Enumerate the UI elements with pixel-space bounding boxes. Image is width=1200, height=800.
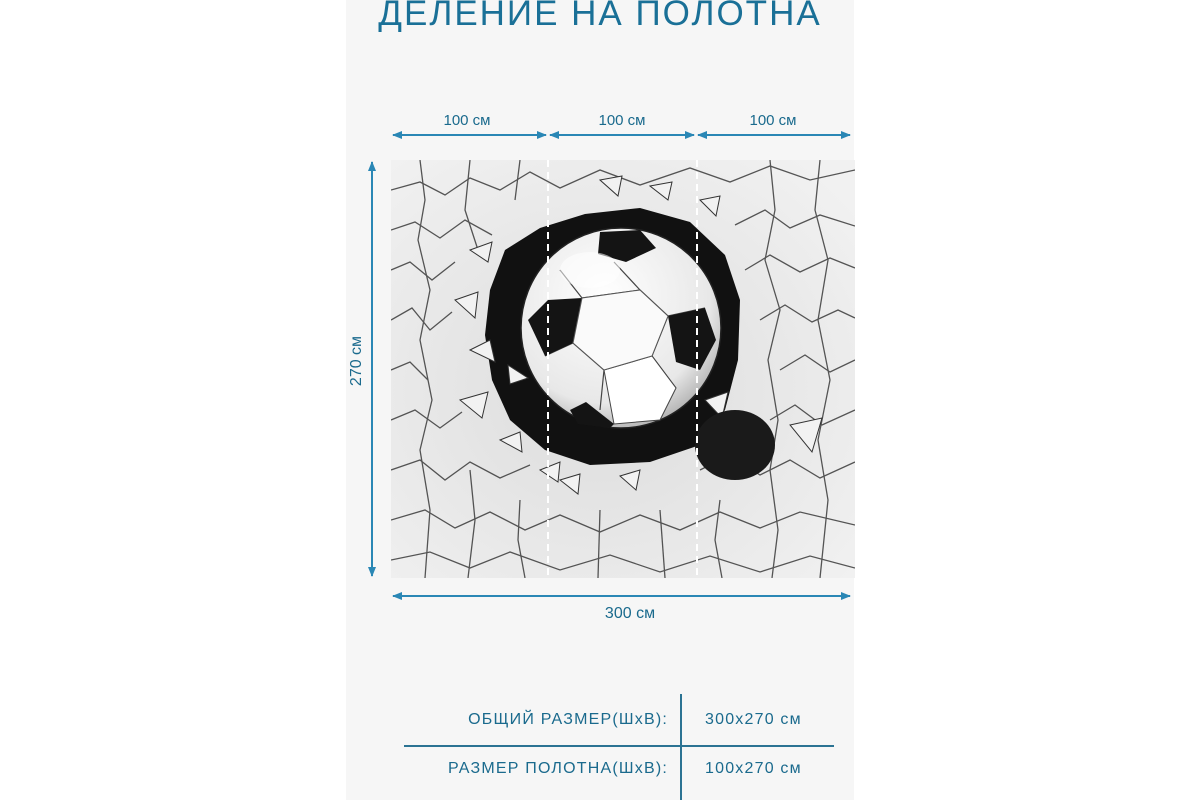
panel-1-width-label: 100 см	[443, 112, 491, 129]
total-width-label: 300 см	[604, 605, 656, 622]
total-size-value: 300х270 см	[705, 711, 802, 728]
specs-grid	[404, 694, 834, 800]
panel-size-label: РАЗМЕР ПОЛОТНА(ШхВ):	[447, 760, 668, 777]
height-label: 270 см	[348, 335, 365, 387]
panel-2-width-label: 100 см	[598, 112, 646, 129]
panel-3-width-label: 100 см	[749, 112, 797, 129]
wallpaper-image	[391, 160, 855, 578]
soccer-ball-icon	[521, 228, 721, 428]
panel-size-value: 100х270 см	[705, 760, 802, 777]
page-title: ДЕЛЕНИЕ НА ПОЛОТНА	[378, 0, 822, 33]
total-size-label: ОБЩИЙ РАЗМЕР(ШхВ):	[468, 711, 668, 728]
